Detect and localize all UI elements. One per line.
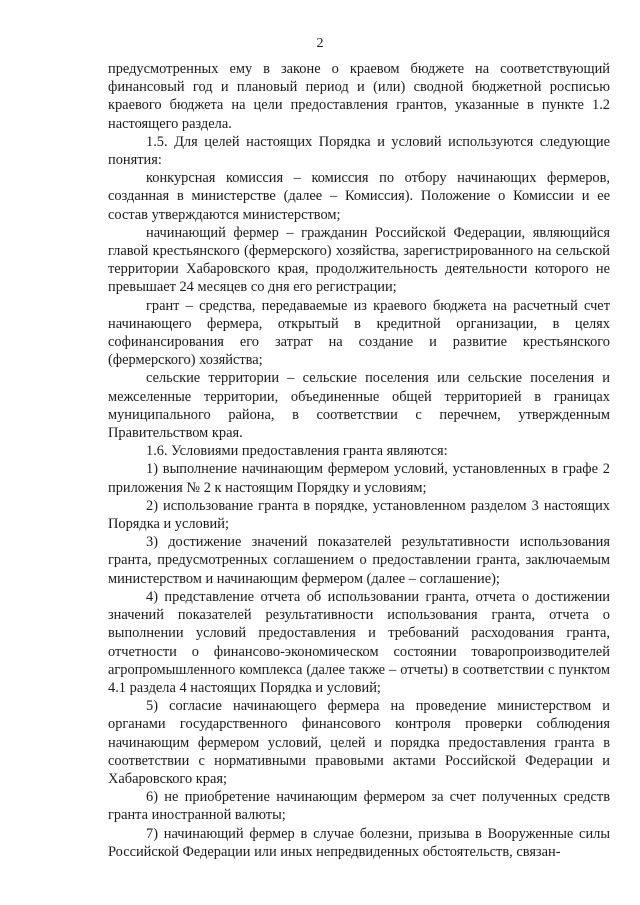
definition-rural-territories: сельские территории – сельские поселения или сельские поселения и межселенные территории, объединенные общей территорией в границах муниципального района, в соответствии с перечнем, утвержденным Правительством края. <box>108 370 610 442</box>
definition-commission: конкурсная комиссия – комиссия по отбору начинающих фермеров, созданная в министерстве (далее – Комиссия). Положение о Комиссии и ее состав утверждаются министерством; <box>108 170 610 223</box>
condition-item-2: 2) использование гранта в порядке, установленном разделом 3 настоящих Порядка и условий; <box>108 497 610 533</box>
document-body <box>108 60 610 861</box>
condition-item-5: 5) согласие начинающего фермера на проведение министерством и органами государственного финансового контроля проверки соблюдения начинающим фермером условий, целей и порядка предоставления гранта в соответствии с нормативными правовыми актами Российской Федерации и Хабаровского края; <box>108 698 610 787</box>
paragraph-continuation: предусмотренных ему в законе о краевом бюджете на соответствующий финансовый год и плановый период и (или) сводной бюджетной росписью краевого бюджета на цели предоставления грантов, указанные в пункте 1.2 настоящего раздела. <box>108 61 610 132</box>
condition-item-3: 3) достижение значений показателей результативности использования гранта, предусмотренных соглашением о предоставлении гранта, заключаемым министерством и начинающим фермером (далее – соглашение); <box>108 534 610 587</box>
condition-item-7: 7) начинающий фермер в случае болезни, призыва в Вооруженные силы Российской Федерации или иных непредвиденных обстоятельств, связан- <box>108 825 610 860</box>
paragraph-1-6: 1.6. Условиями предоставления гранта являются: <box>146 443 448 460</box>
condition-item-6: 6) не приобретение начинающим фермером за счет полученных средств гранта иностранной валюты; <box>108 789 610 824</box>
page-number: 2 <box>316 36 324 51</box>
condition-item-4: 4) представление отчета об использовании гранта, отчета о достижении значений показателей результативности использования гранта, отчета о выполнении условий предоставления и требований расходования гранта, отчетности о финансово-экономическом состоянии товаропроизводителей агропромышленного комплекса (далее также – отчеты) в соответствии с пунктом 4.1 раздела 4 настоящих Порядка и условий; <box>108 588 610 696</box>
paragraph-1-5: 1.5. Для целей настоящих Порядка и условий используются следующие понятия: <box>108 133 610 169</box>
definition-farmer: начинающий фермер – гражданин Российской Федерации, являющийся главой крестьянского (фермерского) хозяйства, зарегистрированного на сельской территории Хабаровского края, продолжительность деятельности которого не превышает 24 месяцев со дня его регистрации; <box>108 224 610 296</box>
definition-grant: грант – средства, передаваемые из краевого бюджета на расчетный счет начинающего фермера, открытый в кредитной организации, в целях софинансирования его затрат на создание и развитие крестьянского (фермерского) хозяйства; <box>108 297 610 369</box>
condition-item-1: 1) выполнение начинающим фермером условий, установленных в графе 2 приложения № 2 к настоящим Порядку и условиям; <box>108 461 610 496</box>
